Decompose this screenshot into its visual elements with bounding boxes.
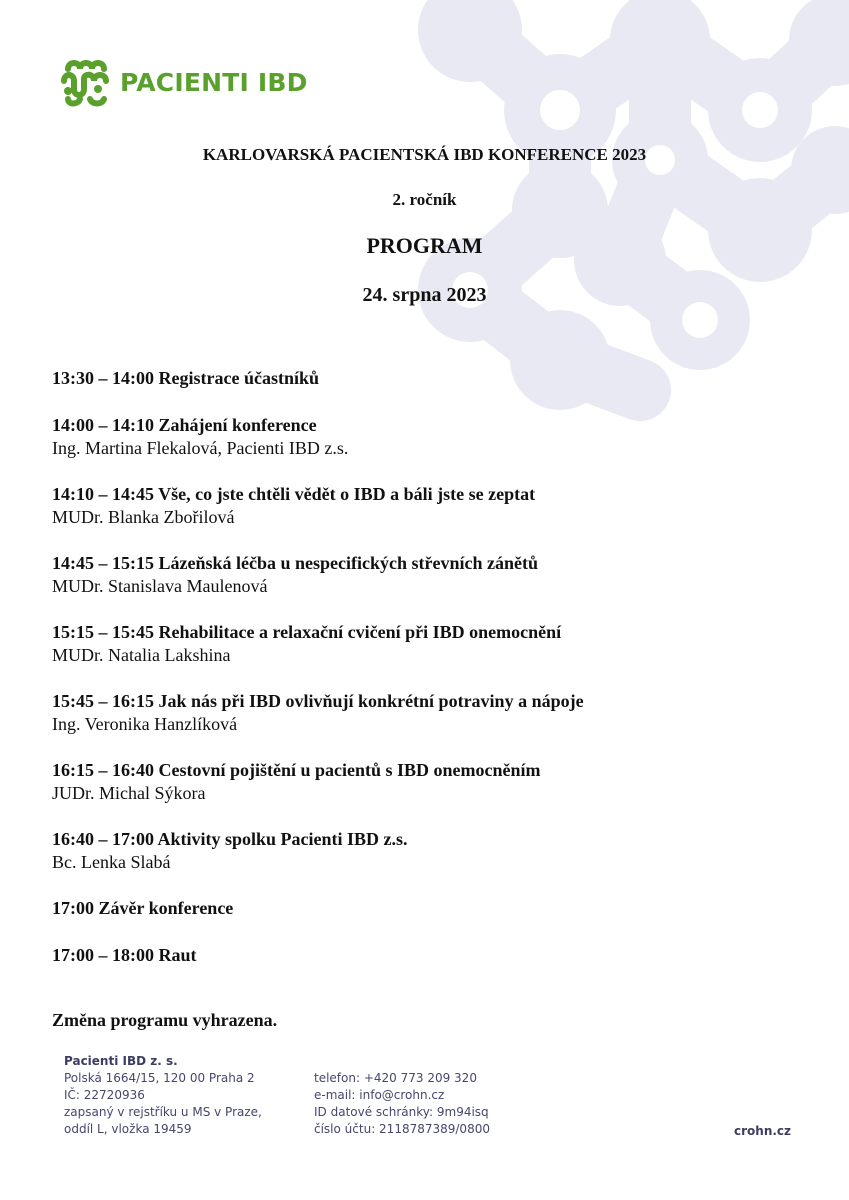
program-item-speaker: Ing. Martina Flekalová, Pacienti IBD z.s. [52,438,349,458]
program-item [52,896,584,920]
conference-title: KARLOVARSKÁ PACIENTSKÁ IBD KONFERENCE 2023 [202,145,647,164]
program-change-note: Změna programu vyhrazena. [52,1010,278,1030]
program-item-speaker: MUDr. Blanka Zbořilová [52,507,235,527]
brand-logo [58,55,308,109]
footer-registry: zapsaný v rejstříku u MS v Praze, [64,1105,262,1119]
footer-org-column [64,1053,262,1138]
program-item-title: 17:00 – 18:00 Raut [52,945,197,965]
footer-registry-section: oddíl L, vložka 19459 [64,1122,192,1136]
logo-wordmark: PACIENTI IBD [120,67,308,97]
program-item [52,758,584,804]
intestine-logo-icon [58,55,112,109]
footer-databox: ID datové schránky: 9m94isq [314,1105,489,1119]
program-item-speaker: JUDr. Michal Sýkora [52,783,206,803]
program-item-title: 14:00 – 14:10 Zahájení konference [52,415,317,435]
program-item [52,551,584,597]
program-item-speaker: MUDr. Natalia Lakshina [52,645,231,665]
program-list [52,366,584,990]
program-item-title: 16:40 – 17:00 Aktivity spolku Pacienti IBD z.s. [52,829,408,849]
edition-label: 2. ročník [392,190,457,209]
footer-contact-column [314,1070,490,1138]
program-item-title: 15:45 – 16:15 Jak nás při IBD ovlivňují konkrétní potraviny a nápoje [52,691,584,711]
program-heading: PROGRAM [366,233,483,258]
footer-email: e-mail: info@crohn.cz [314,1088,445,1102]
program-item [52,943,584,967]
footer-org-name: Pacienti IBD z. s. [64,1054,178,1068]
program-item [52,827,584,873]
program-item [52,366,584,390]
footer-account: číslo účtu: 2118787389/0800 [314,1122,490,1136]
program-item [52,482,584,528]
program-item-title: 13:30 – 14:00 Registrace účastníků [52,368,319,388]
footer-ic: IČ: 22720936 [64,1088,145,1102]
program-item-title: 14:10 – 14:45 Vše, co jste chtěli vědět o IBD a báli jste se zeptat [52,484,536,504]
event-date: 24. srpna 2023 [362,284,487,306]
footer-website-link[interactable]: crohn.cz [734,1124,792,1138]
program-item-title: 14:45 – 15:15 Lázeňská léčba u nespecifických střevních zánětů [52,553,538,573]
program-item [52,413,584,459]
program-item-speaker: Bc. Lenka Slabá [52,852,171,872]
program-item [52,620,584,666]
program-item-speaker: MUDr. Stanislava Maulenová [52,576,268,596]
program-item-title: 15:15 – 15:45 Rehabilitace a relaxační cvičení při IBD onemocnění [52,622,562,642]
footer-address: Polská 1664/15, 120 00 Praha 2 [64,1071,255,1085]
program-item-title: 17:00 Závěr konference [52,898,234,918]
program-item [52,689,584,735]
program-item-speaker: Ing. Veronika Hanzlíková [52,714,238,734]
program-item-title: 16:15 – 16:40 Cestovní pojištění u pacientů s IBD onemocněním [52,760,541,780]
footer-phone: telefon: +420 773 209 320 [314,1071,477,1085]
